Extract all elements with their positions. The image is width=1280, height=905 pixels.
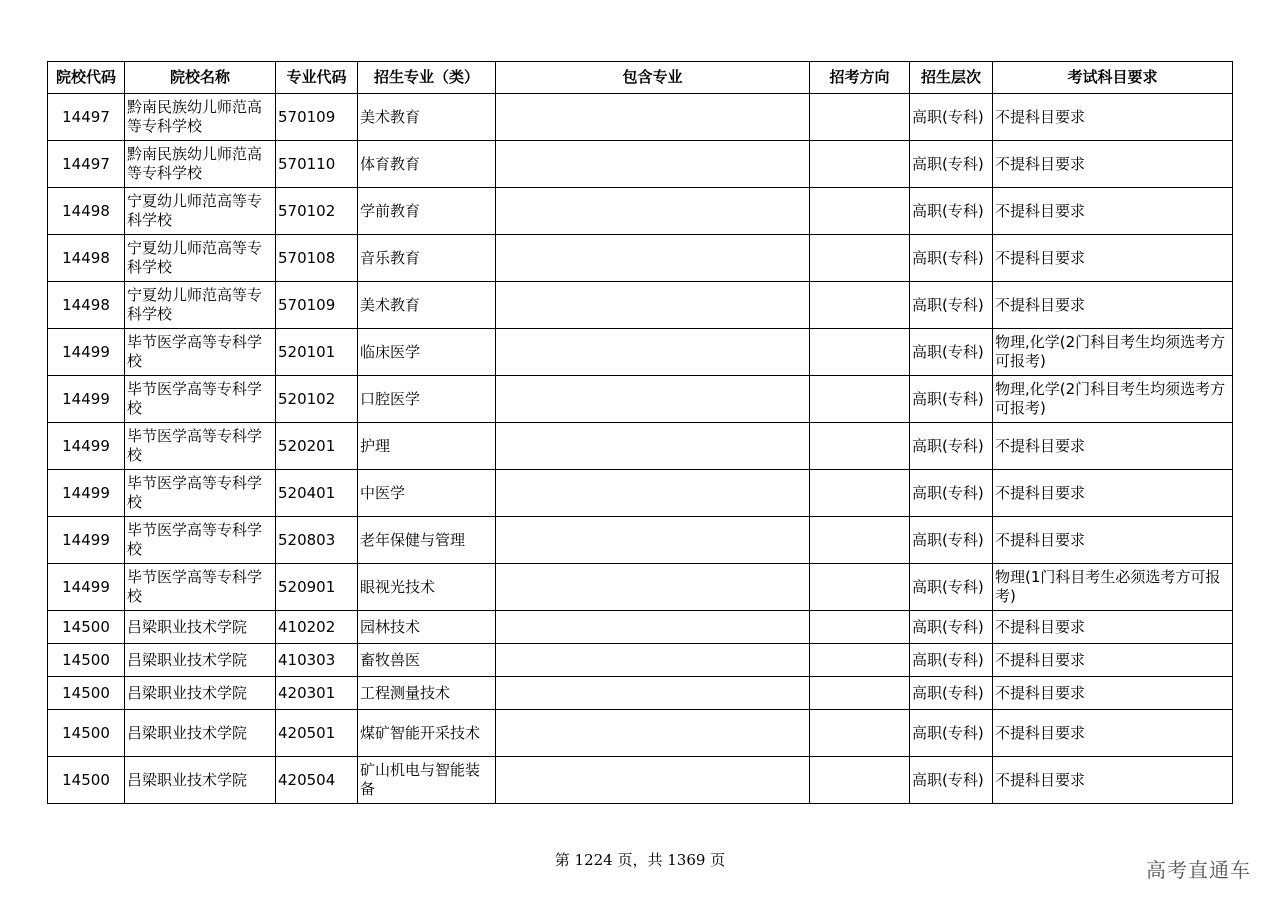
cell-requirement: 不提科目要求	[993, 710, 1233, 757]
cell-major: 音乐教育	[358, 235, 496, 282]
cell-school-name: 宁夏幼儿师范高等专科学校	[125, 282, 276, 329]
cell-includes	[496, 517, 810, 564]
cell-level: 高职(专科)	[910, 611, 993, 644]
cell-requirement: 不提科目要求	[993, 423, 1233, 470]
cell-major: 园林技术	[358, 611, 496, 644]
cell-school-code: 14499	[48, 329, 125, 376]
table-header-row	[48, 62, 1233, 94]
col-header-school-code: 院校代码	[48, 62, 125, 94]
table-row	[48, 710, 1233, 757]
table-row	[48, 188, 1233, 235]
cell-school-code: 14499	[48, 423, 125, 470]
cell-direction	[810, 611, 910, 644]
cell-major-code: 520901	[276, 564, 358, 611]
cell-major: 眼视光技术	[358, 564, 496, 611]
cell-major: 美术教育	[358, 282, 496, 329]
table-row	[48, 423, 1233, 470]
cell-major-code: 520201	[276, 423, 358, 470]
cell-includes	[496, 188, 810, 235]
cell-major: 矿山机电与智能装备	[358, 757, 496, 804]
cell-level: 高职(专科)	[910, 757, 993, 804]
col-header-major-code: 专业代码	[276, 62, 358, 94]
table-row	[48, 376, 1233, 423]
table-row	[48, 644, 1233, 677]
cell-includes	[496, 423, 810, 470]
cell-requirement: 不提科目要求	[993, 235, 1233, 282]
cell-direction	[810, 376, 910, 423]
cell-school-code: 14498	[48, 235, 125, 282]
col-header-direction: 招考方向	[810, 62, 910, 94]
cell-school-name: 毕节医学高等专科学校	[125, 329, 276, 376]
cell-major-code: 410303	[276, 644, 358, 677]
cell-school-code: 14500	[48, 757, 125, 804]
cell-major-code: 410202	[276, 611, 358, 644]
cell-level: 高职(专科)	[910, 710, 993, 757]
cell-requirement: 不提科目要求	[993, 677, 1233, 710]
cell-direction	[810, 235, 910, 282]
table-body	[48, 94, 1233, 804]
table-row	[48, 282, 1233, 329]
cell-major-code: 520101	[276, 329, 358, 376]
cell-school-code: 14500	[48, 611, 125, 644]
cell-school-code: 14497	[48, 141, 125, 188]
cell-includes	[496, 282, 810, 329]
table-row	[48, 757, 1233, 804]
cell-level: 高职(专科)	[910, 94, 993, 141]
cell-direction	[810, 94, 910, 141]
cell-school-code: 14499	[48, 517, 125, 564]
cell-requirement: 不提科目要求	[993, 517, 1233, 564]
page-number: 第 1224 页，共 1369 页	[554, 851, 726, 869]
cell-level: 高职(专科)	[910, 644, 993, 677]
cell-major: 中医学	[358, 470, 496, 517]
cell-major: 美术教育	[358, 94, 496, 141]
cell-major: 工程测量技术	[358, 677, 496, 710]
cell-direction	[810, 141, 910, 188]
cell-direction	[810, 517, 910, 564]
cell-major-code: 570108	[276, 235, 358, 282]
cell-school-name: 宁夏幼儿师范高等专科学校	[125, 188, 276, 235]
cell-major-code: 420501	[276, 710, 358, 757]
cell-includes	[496, 329, 810, 376]
cell-includes	[496, 611, 810, 644]
cell-requirement: 物理,化学(2门科目考生均须选考方可报考)	[993, 376, 1233, 423]
cell-requirement: 不提科目要求	[993, 94, 1233, 141]
cell-direction	[810, 282, 910, 329]
cell-requirement: 不提科目要求	[993, 188, 1233, 235]
cell-school-code: 14498	[48, 282, 125, 329]
cell-major: 学前教育	[358, 188, 496, 235]
col-header-level: 招生层次	[910, 62, 993, 94]
cell-school-name: 毕节医学高等专科学校	[125, 376, 276, 423]
cell-major-code: 570102	[276, 188, 358, 235]
table-row	[48, 235, 1233, 282]
cell-school-code: 14499	[48, 376, 125, 423]
cell-includes	[496, 470, 810, 517]
cell-level: 高职(专科)	[910, 677, 993, 710]
admissions-table	[47, 61, 1233, 804]
cell-school-name: 吕梁职业技术学院	[125, 677, 276, 710]
cell-level: 高职(专科)	[910, 517, 993, 564]
cell-major: 体育教育	[358, 141, 496, 188]
cell-major: 临床医学	[358, 329, 496, 376]
cell-includes	[496, 141, 810, 188]
cell-includes	[496, 644, 810, 677]
cell-school-code: 14499	[48, 470, 125, 517]
cell-school-name: 宁夏幼儿师范高等专科学校	[125, 235, 276, 282]
cell-school-name: 毕节医学高等专科学校	[125, 564, 276, 611]
cell-school-name: 吕梁职业技术学院	[125, 611, 276, 644]
cell-requirement: 不提科目要求	[993, 644, 1233, 677]
cell-major-code: 570109	[276, 282, 358, 329]
cell-level: 高职(专科)	[910, 329, 993, 376]
cell-includes	[496, 564, 810, 611]
cell-school-name: 黔南民族幼儿师范高等专科学校	[125, 94, 276, 141]
cell-includes	[496, 677, 810, 710]
table-row	[48, 329, 1233, 376]
cell-level: 高职(专科)	[910, 423, 993, 470]
col-header-requirement: 考试科目要求	[993, 62, 1233, 94]
table-row	[48, 517, 1233, 564]
cell-requirement: 不提科目要求	[993, 141, 1233, 188]
col-header-school-name: 院校名称	[125, 62, 276, 94]
cell-requirement: 不提科目要求	[993, 470, 1233, 517]
cell-major: 护理	[358, 423, 496, 470]
cell-direction	[810, 644, 910, 677]
cell-school-code: 14500	[48, 644, 125, 677]
table-row	[48, 94, 1233, 141]
cell-school-name: 吕梁职业技术学院	[125, 644, 276, 677]
cell-school-name: 毕节医学高等专科学校	[125, 517, 276, 564]
cell-requirement: 不提科目要求	[993, 757, 1233, 804]
cell-requirement: 物理(1门科目考生必须选考方可报考)	[993, 564, 1233, 611]
cell-level: 高职(专科)	[910, 282, 993, 329]
cell-direction	[810, 423, 910, 470]
cell-includes	[496, 376, 810, 423]
cell-school-name: 吕梁职业技术学院	[125, 710, 276, 757]
table-row	[48, 611, 1233, 644]
table-row	[48, 470, 1233, 517]
cell-direction	[810, 710, 910, 757]
cell-requirement: 不提科目要求	[993, 611, 1233, 644]
cell-direction	[810, 470, 910, 517]
col-header-major: 招生专业（类）	[358, 62, 496, 94]
cell-school-code: 14498	[48, 188, 125, 235]
cell-requirement: 物理,化学(2门科目考生均须选考方可报考)	[993, 329, 1233, 376]
cell-school-name: 黔南民族幼儿师范高等专科学校	[125, 141, 276, 188]
cell-direction	[810, 757, 910, 804]
cell-requirement: 不提科目要求	[993, 282, 1233, 329]
table-row	[48, 564, 1233, 611]
cell-school-code: 14500	[48, 677, 125, 710]
cell-level: 高职(专科)	[910, 235, 993, 282]
cell-major-code: 570110	[276, 141, 358, 188]
cell-direction	[810, 564, 910, 611]
cell-major-code: 520401	[276, 470, 358, 517]
cell-major-code: 520102	[276, 376, 358, 423]
cell-includes	[496, 235, 810, 282]
table-row	[48, 677, 1233, 710]
cell-major: 老年保健与管理	[358, 517, 496, 564]
cell-direction	[810, 677, 910, 710]
cell-major-code: 420504	[276, 757, 358, 804]
col-header-includes: 包含专业	[496, 62, 810, 94]
cell-major-code: 420301	[276, 677, 358, 710]
cell-direction	[810, 329, 910, 376]
cell-school-name: 吕梁职业技术学院	[125, 757, 276, 804]
cell-school-code: 14499	[48, 564, 125, 611]
cell-school-name: 毕节医学高等专科学校	[125, 470, 276, 517]
cell-school-code: 14500	[48, 710, 125, 757]
cell-level: 高职(专科)	[910, 141, 993, 188]
cell-level: 高职(专科)	[910, 376, 993, 423]
cell-level: 高职(专科)	[910, 564, 993, 611]
cell-level: 高职(专科)	[910, 188, 993, 235]
cell-major-code: 520803	[276, 517, 358, 564]
cell-school-name: 毕节医学高等专科学校	[125, 423, 276, 470]
cell-includes	[496, 710, 810, 757]
cell-level: 高职(专科)	[910, 470, 993, 517]
cell-major: 煤矿智能开采技术	[358, 710, 496, 757]
table-row	[48, 141, 1233, 188]
cell-major: 畜牧兽医	[358, 644, 496, 677]
watermark: 高考直通车	[1146, 858, 1251, 882]
cell-includes	[496, 94, 810, 141]
cell-school-code: 14497	[48, 94, 125, 141]
cell-includes	[496, 757, 810, 804]
cell-major: 口腔医学	[358, 376, 496, 423]
cell-major-code: 570109	[276, 94, 358, 141]
cell-direction	[810, 188, 910, 235]
